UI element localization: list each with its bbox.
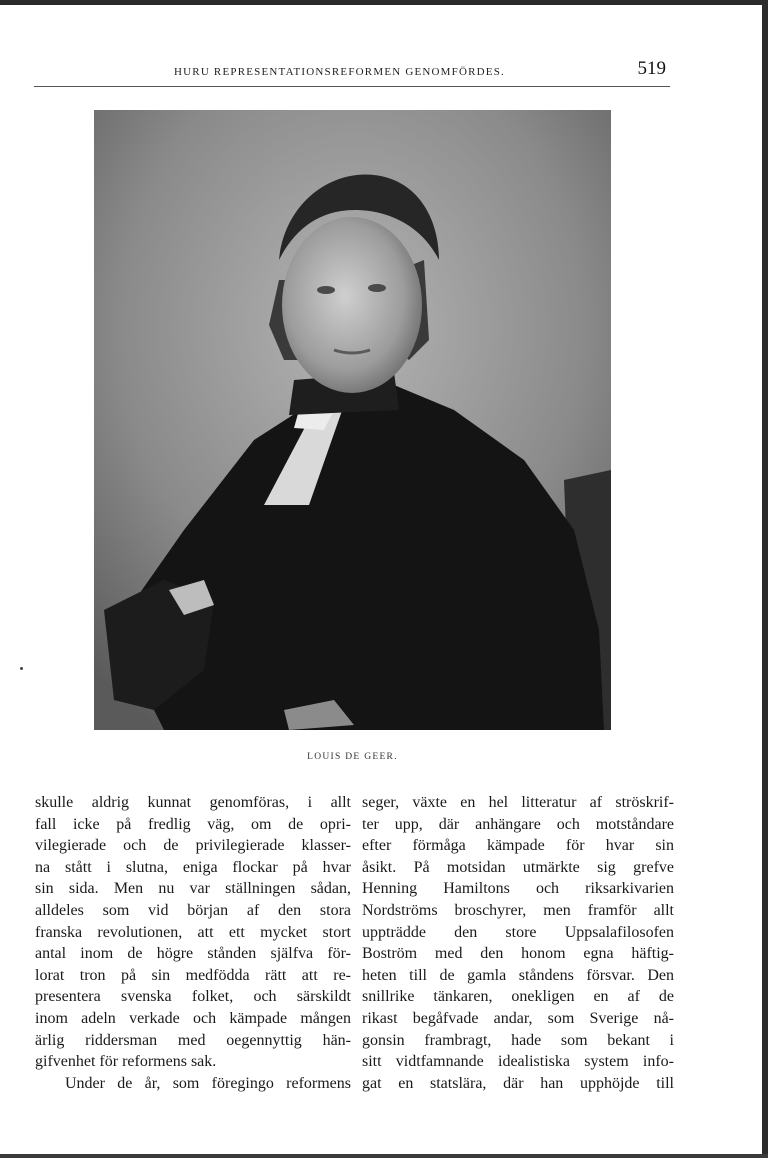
- text-column-left: [35, 792, 351, 1094]
- text-line: antal inom de högre stånden själfva för-: [35, 945, 351, 963]
- text-line: uppträdde den store Uppsalafilosofen: [362, 923, 674, 941]
- text-line: Nordströms broschyrer, men framför allt: [362, 901, 674, 919]
- text-line: gat en statslära, där han upphöjde till: [362, 1074, 674, 1092]
- scan-edge-bottom: [0, 1154, 768, 1158]
- text-line: ter upp, där anhängare och motståndare: [362, 815, 674, 833]
- text-line: alldeles som vid början af den stora: [35, 901, 351, 919]
- text-line: inom adeln verkade och kämpade mången: [35, 1009, 351, 1027]
- text-line: fall icke på fredlig väg, om de opri-: [35, 815, 351, 833]
- text-column-right: [362, 792, 674, 1094]
- text-line: gifvenhet för reformens sak.: [35, 1053, 217, 1071]
- text-line: snillrike tänkaren, onekligen en af de: [362, 988, 674, 1006]
- text-line: presentera svenska folket, och särskildt: [35, 988, 351, 1006]
- text-line: skulle aldrig kunnat genomföras, i allt: [35, 794, 351, 811]
- portrait-photograph: [94, 110, 611, 730]
- scan-edge-top: [0, 0, 768, 5]
- text-line: åsikt. På motsidan utmärkte sig grefve: [362, 858, 674, 876]
- text-line: na stått i slutna, eniga flockar på hvar: [35, 858, 351, 876]
- scan-edge-right: [762, 0, 768, 1158]
- portrait-icon: [94, 110, 611, 730]
- text-line: franska revolutionen, att ett mycket stort: [35, 923, 351, 941]
- text-line: efter förmåga kämpade för hvar sin: [362, 837, 674, 855]
- text-line: Under de år, som föregingo reformens: [65, 1074, 351, 1092]
- text-line: seger, växte en hel litteratur af ströskrif-: [362, 794, 674, 811]
- text-line: Boström med den honom egna häftig-: [362, 945, 674, 963]
- page-number: 519: [637, 58, 666, 79]
- running-title: HURU REPRESENTATIONSREFORMEN GENOMFÖRDES.: [174, 66, 505, 78]
- text-line: rikast begåfvade andar, som Sverige nå-: [362, 1009, 674, 1027]
- text-line: ärlig riddersman med oegennyttig hän-: [35, 1031, 351, 1049]
- text-line: sitt vidtfamnande idealistiska system info-: [362, 1053, 674, 1071]
- text-line: heten till de gamla ståndens försvar. Den: [362, 966, 674, 984]
- figure-caption: LOUIS DE GEER.: [307, 752, 398, 762]
- text-line: Henning Hamiltons och riksarkivarien: [362, 880, 674, 898]
- running-head: [34, 58, 670, 87]
- text-line: sin sida. Men nu var ställningen sådan,: [35, 880, 351, 898]
- margin-speck: [20, 667, 23, 670]
- text-line: lorat tron på sin medfödda rätt att re-: [35, 966, 351, 984]
- text-line: vilegierade och de privilegierade klasser-: [35, 837, 351, 855]
- text-line: gonsin frambragt, hade som bekant i: [362, 1031, 674, 1049]
